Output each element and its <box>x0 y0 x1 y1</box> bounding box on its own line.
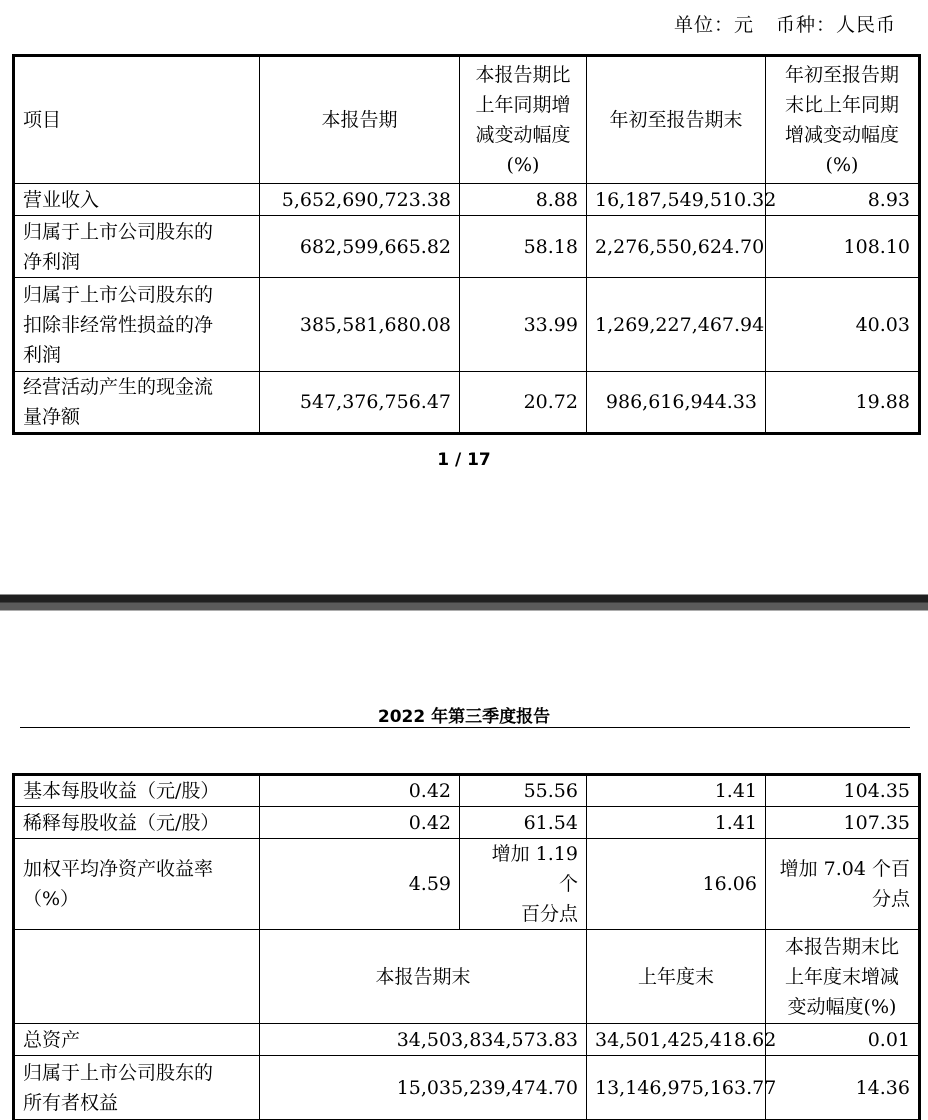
row-ytd-change: 40.03 <box>766 278 920 372</box>
header-ytd: 年初至报告期末 <box>587 56 766 184</box>
row-ytd: 16.06 <box>587 839 766 930</box>
row-end-of-last-year: 13,146,975,163.77 <box>587 1056 766 1120</box>
row-item: 经营活动产生的现金流 量净额 <box>14 372 260 434</box>
balance-header-row <box>14 930 920 1024</box>
report-header: 2022 年第三季度报告 <box>377 707 551 727</box>
page-2 <box>0 617 928 1114</box>
row-item: 营业收入 <box>14 184 260 216</box>
row-current-change: 55.56 <box>460 775 587 807</box>
row-current-change: 增加 1.19 个 百分点 <box>460 839 587 930</box>
table-row <box>14 1024 920 1056</box>
row-item: 稀释每股收益（元/股） <box>14 807 260 839</box>
row-ytd-change: 19.88 <box>766 372 920 434</box>
row-current-change: 58.18 <box>460 216 587 278</box>
row-ytd-change: 107.35 <box>766 807 920 839</box>
row-ytd: 1.41 <box>587 775 766 807</box>
row-current: 547,376,756.47 <box>260 372 460 434</box>
currency-label: 币种：人民币 <box>775 14 896 36</box>
row-current: 4.59 <box>260 839 460 930</box>
row-ytd-change: 增加 7.04 个百 分点 <box>766 839 920 930</box>
row-item: 归属于上市公司股东的 扣除非经常性损益的净 利润 <box>14 278 260 372</box>
table-row <box>14 839 920 930</box>
table-row <box>14 372 920 434</box>
row-end-of-last-year: 34,501,425,418.62 <box>587 1024 766 1056</box>
row-end-of-period: 34,503,834,573.83 <box>260 1024 587 1056</box>
table-row <box>14 1056 920 1120</box>
table-row <box>14 775 920 807</box>
row-ytd: 16,187,549,510.32 <box>587 184 766 216</box>
header-balance-change: 本报告期末比 上年度末增减 变动幅度(%) <box>766 930 920 1024</box>
page-divider <box>0 588 928 617</box>
row-item: 加权平均净资产收益率 （%） <box>14 839 260 930</box>
row-ytd-change: 108.10 <box>766 216 920 278</box>
row-current-change: 8.88 <box>460 184 587 216</box>
page-number: 1 / 17 <box>437 450 491 470</box>
row-current-change: 61.54 <box>460 807 587 839</box>
row-current: 5,652,690,723.38 <box>260 184 460 216</box>
key-financials-table-continued <box>12 773 921 1120</box>
table-row <box>14 216 920 278</box>
row-ytd: 1,269,227,467.94 <box>587 278 766 372</box>
row-balance-change: 14.36 <box>766 1056 920 1120</box>
row-item: 归属于上市公司股东的 所有者权益 <box>14 1056 260 1120</box>
unit-line <box>652 10 896 37</box>
header-ytd-change: 年初至报告期 末比上年同期 增减变动幅度 (%) <box>766 56 920 184</box>
header-end-of-last-year: 上年度末 <box>587 930 766 1024</box>
balance-header-item <box>14 930 260 1024</box>
header-end-of-period: 本报告期末 <box>260 930 587 1024</box>
row-current-change: 20.72 <box>460 372 587 434</box>
row-current: 0.42 <box>260 807 460 839</box>
header-current: 本报告期 <box>260 56 460 184</box>
header-rule <box>20 727 910 728</box>
row-ytd: 986,616,944.33 <box>587 372 766 434</box>
row-item: 总资产 <box>14 1024 260 1056</box>
row-current-change: 33.99 <box>460 278 587 372</box>
row-current: 682,599,665.82 <box>260 216 460 278</box>
row-item: 归属于上市公司股东的 净利润 <box>14 216 260 278</box>
row-end-of-period: 15,035,239,474.70 <box>260 1056 587 1120</box>
table-row <box>14 184 920 216</box>
table-row <box>14 278 920 372</box>
header-current-change: 本报告期比 上年同期增 减变动幅度 (%) <box>460 56 587 184</box>
table-header-row <box>14 56 920 184</box>
row-ytd-change: 104.35 <box>766 775 920 807</box>
row-ytd-change: 8.93 <box>766 184 920 216</box>
row-current: 385,581,680.08 <box>260 278 460 372</box>
row-balance-change: 0.01 <box>766 1024 920 1056</box>
row-ytd: 1.41 <box>587 807 766 839</box>
row-current: 0.42 <box>260 775 460 807</box>
row-item: 基本每股收益（元/股） <box>14 775 260 807</box>
header-item: 项目 <box>14 56 260 184</box>
unit-label: 单位：元 <box>673 14 754 36</box>
key-financials-table <box>12 54 921 435</box>
row-ytd: 2,276,550,624.70 <box>587 216 766 278</box>
table-row <box>14 807 920 839</box>
